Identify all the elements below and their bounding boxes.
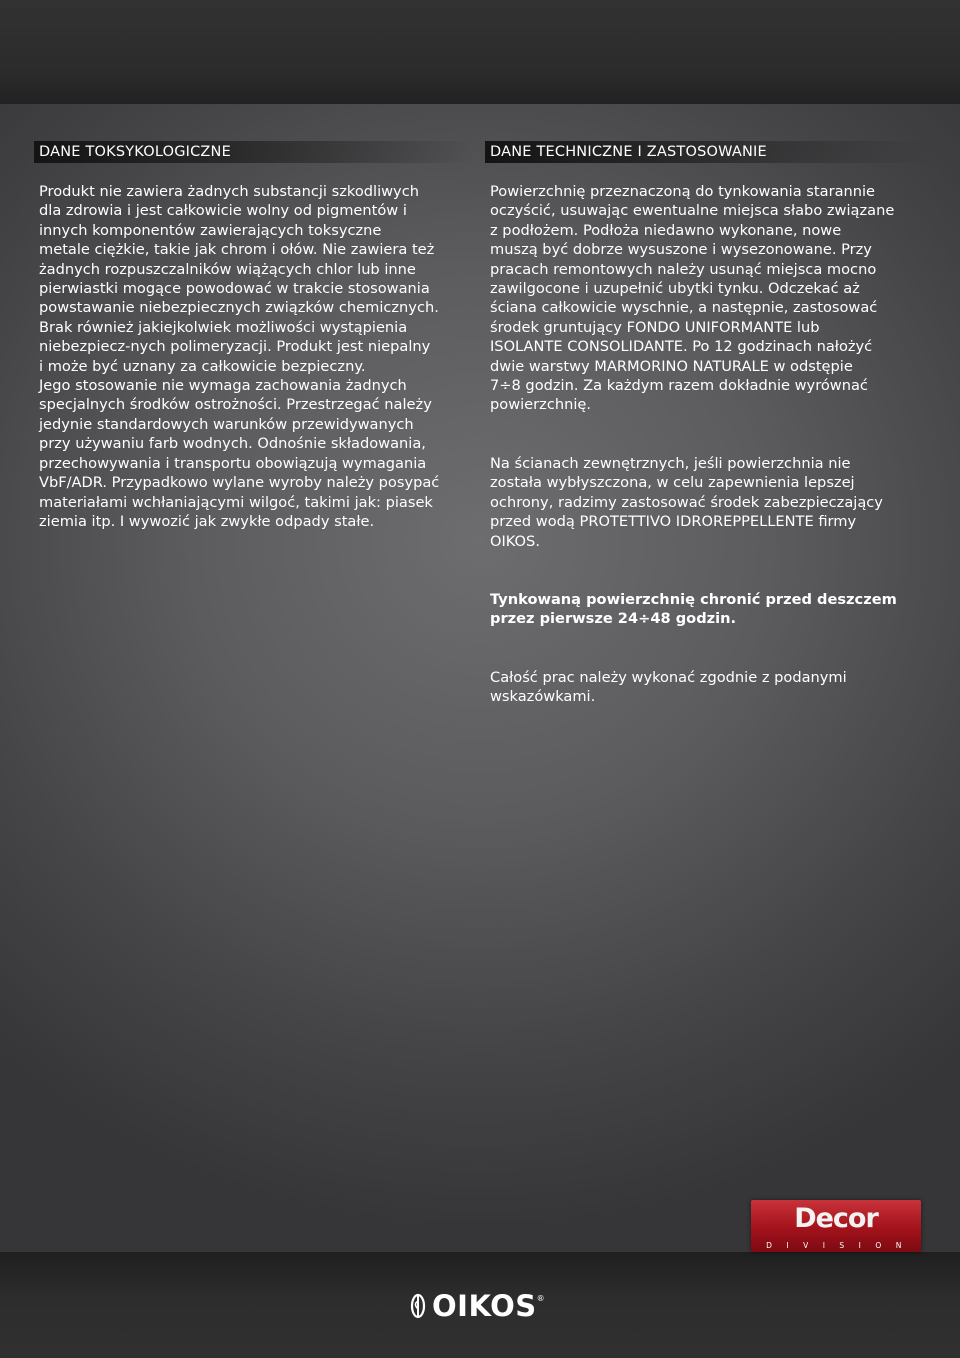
oikos-logo bbox=[408, 1288, 545, 1324]
top-band bbox=[0, 0, 960, 104]
technical-paragraph-exterior: Na ścianach zewnętrznych, jeśli powierzchnia nie została wybłyszczona, w celu zapewnienia lepszej ochrony, radzimy zastosować środek zabezpieczający przed wodą PROTETTIVO IDROREPPELLENTE firmy OIKOS. bbox=[490, 454, 883, 550]
decor-division-logo bbox=[751, 1200, 921, 1252]
technical-section bbox=[485, 141, 930, 707]
decor-logo-word: Decor bbox=[794, 1203, 878, 1234]
technical-heading: DANE TECHNICZNE I ZASTOSOWANIE bbox=[485, 141, 930, 163]
toxicology-heading: DANE TOKSYKOLOGICZNE bbox=[34, 141, 474, 163]
decor-logo-subtitle: DIVISION bbox=[766, 1241, 916, 1250]
toxicology-text: Produkt nie zawiera żadnych substancji szkodliwych dla zdrowia i jest całkowicie wolny od pigmentów i innych komponentów zawierających toksyczne metale ciężkie, takie jak chrom i ołów. Nie zawiera też żadnych rozpuszczalników wiążących chlor lub inne pierwiastki mogące powodować w trakcie stosowania powstawanie niebezpiecznych związków chemicznych. Brak również jakiejkolwiek możliwości wystąpienia niebezpiecz-nych polimeryzacji. Produkt jest niepalny i może być uznany za całkowicie bezpieczny. Jego stosowanie nie wymaga zachowania żadnych specjalnych środków ostrożności. Przestrzegać należy jedynie standardowych warunków przewidywanych przy używaniu farb wodnych. Odnośnie składowania, przechowywania i transportu obowiązują wymagania VbF/ADR. Przypadkowo wylane wyroby należy posypać materiałami wchłaniającymi wilgoć, takimi jak: piasek ziemia itp. I wywozić jak zwykłe odpady stałe. bbox=[39, 183, 440, 530]
registered-mark: ® bbox=[536, 1294, 545, 1303]
oikos-logo-name: OIKOS bbox=[432, 1289, 537, 1323]
technical-paragraph-preparation: Powierzchnię przeznaczoną do tynkowania starannie oczyścić, usuwając ewentualne miejsca słabo związane z podłożem. Podłoża niedawno wykonane, nowe muszą być dobrze wysuszone i wysezonowane. Przy pracach remontowych należy usunąć miejsca mocno zawilgocone i uzupełnić ubytki tynku. Odczekać aż ściana całkowicie wyschnie, a następnie, zastosować środek gruntujący FONDO UNIFORMANTE lub ISOLANTE CONSOLIDANTE. Po 12 godzinach nałożyć dwie warstwy MARMORINO NATURALE w odstępie 7÷8 godzin. Za każdym razem dokładnie wyrównać powierzchnię. bbox=[490, 183, 895, 414]
oikos-leaf-icon bbox=[408, 1292, 428, 1320]
technical-paragraph-instructions: Całość prac należy wykonać zgodnie z podanymi wskazówkami. bbox=[490, 668, 847, 706]
toxicology-section bbox=[34, 141, 474, 531]
technical-paragraph-rain-warning: Tynkowaną powierzchnię chronić przed deszczem przez pierwsze 24÷48 godzin. bbox=[490, 590, 897, 628]
